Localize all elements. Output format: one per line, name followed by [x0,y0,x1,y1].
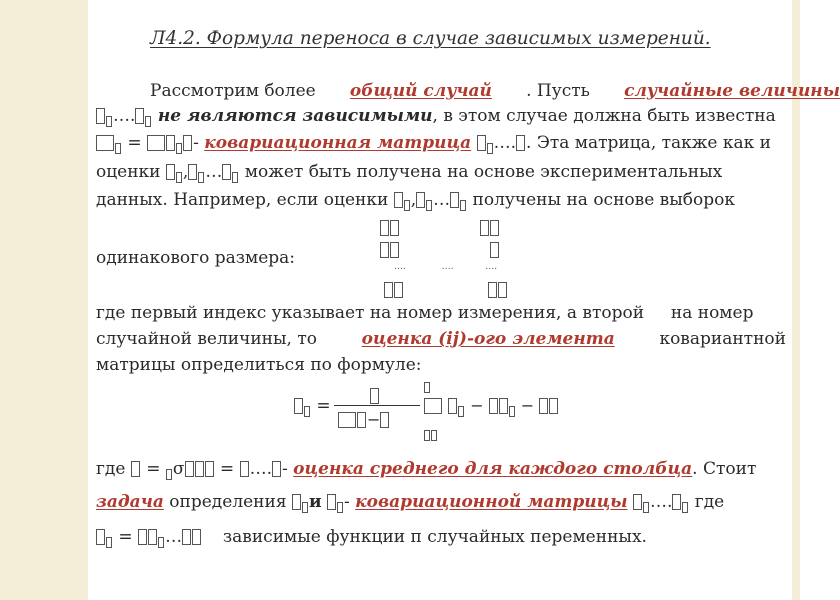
formula-placeholder [424,430,430,441]
text: где [694,492,725,512]
formula-placeholder [488,282,497,298]
formula-placeholder [682,502,688,513]
term-task: задача [96,492,164,512]
formula-placeholder [131,461,140,477]
formula-placeholder [96,135,114,151]
equals-sign: = [316,396,331,416]
term-column-mean: оценка среднего для каждого столбца [293,459,693,479]
fraction-denominator [338,410,390,429]
formula-placeholder [115,143,121,154]
formula-placeholder [183,135,192,151]
sample-matrix-row-1 [380,218,500,237]
formula-placeholder [106,537,112,548]
dots: …. [493,133,517,153]
text-line-12 [96,527,786,548]
dash: - [193,133,199,153]
text-line-11 [96,492,786,513]
equals-sign: = [118,527,133,547]
dots: …. [113,106,136,126]
slide-left-band [0,0,88,600]
minus-sign: − [520,396,535,415]
formula-placeholder [338,412,356,428]
formula-placeholder [390,242,399,258]
term-general-case: общий случай [349,81,492,101]
text: . Стоит [692,459,757,479]
formula-placeholder [643,502,649,513]
formula-placeholder [487,143,493,154]
text: определения [169,492,287,512]
text-line-5 [96,190,786,211]
term-not-dependent: не являются зависимыми [157,106,433,126]
formula-placeholder [424,382,430,393]
formula-placeholder [426,200,432,211]
formula-placeholder [549,398,558,414]
text: получены на основе выборок [472,190,735,210]
ellipsis: … [205,162,223,182]
dots: …. [649,492,673,512]
sample-matrix-dots [394,262,497,272]
formula-placeholder [294,398,303,414]
ellipsis: … [165,527,183,547]
formula-placeholder [460,200,466,211]
formula-placeholder [489,398,498,414]
dots: …. [441,262,454,272]
slide-title: Л4.2. Формула переноса в случае зависимых измерений. [150,28,711,49]
text: может быть получена на основе экспериментальных [244,162,723,182]
formula-placeholder [672,494,681,510]
text: . Эта матрица, также как и [526,133,772,153]
formula-placeholder [222,164,231,180]
minus-sign: − [470,396,484,415]
formula-placeholder [633,494,642,510]
sigma-symbol: σ [172,459,185,479]
formula-placeholder [450,192,459,208]
formula-placeholder [148,529,157,545]
formula-placeholder [404,200,410,211]
formula-placeholder [302,502,308,513]
formula-placeholder [232,172,238,183]
sum-body [424,396,559,417]
formula-placeholder [327,494,336,510]
formula-placeholder [138,529,147,545]
comma: , [182,162,189,182]
text-line-9: матрицы определиться по формуле: [96,355,422,375]
formula-placeholder [240,461,249,477]
text-line-10 [96,459,786,480]
formula-placeholder [147,135,165,151]
text: . Пусть [526,81,590,101]
formula-placeholder [198,172,204,183]
equals-sign: = [219,459,235,479]
formula-placeholder [176,143,182,154]
dash: - [344,492,350,512]
dots: …. [485,262,498,272]
formula-placeholder [272,461,281,477]
formula-placeholder [166,164,175,180]
formula-placeholder [516,135,525,151]
formula-placeholder [195,461,204,477]
term-element-estimate: оценка (ij)-ого элемента [361,329,615,349]
text: Рассмотрим более [150,81,316,101]
comma: , [410,190,417,210]
formula-placeholder [96,529,105,545]
sample-matrix-row-n [384,280,508,299]
dots: …. [394,262,406,272]
formula-placeholder [370,388,379,404]
sum-upper-limit [424,372,431,393]
term-covariance-matrix: ковариационная матрица [204,133,472,153]
text: , в этом случае должна быть известна [432,106,776,126]
formula-placeholder [166,135,175,151]
formula-placeholder [380,220,389,236]
text: где [96,459,126,479]
text-line-8 [96,329,786,349]
dash: - [281,459,288,479]
fraction-bar [334,405,420,406]
formula-placeholder [490,220,499,236]
fraction-numerator [370,386,380,405]
text-line-2 [96,106,786,127]
formula-placeholder [182,529,191,545]
formula-placeholder [416,192,425,208]
formula-placeholder [304,406,310,417]
formula-placeholder [384,282,393,298]
formula-placeholder [205,461,214,477]
ellipsis: … [433,190,451,210]
formula-placeholder [158,537,164,548]
formula-placeholder [477,135,486,151]
text: оценки [96,162,161,182]
text-line-7 [96,303,786,323]
text-line-3 [96,133,786,154]
text: где первый индекс указывает на номер измерения, а второй [96,303,645,323]
formula-placeholder [448,398,457,414]
formula-placeholder [499,398,508,414]
sample-matrix-row-2 [380,240,500,259]
sum-lower-limit [424,420,438,441]
text: на номер [670,303,754,323]
formula-placeholder [188,164,197,180]
formula-placeholder [135,108,144,124]
formula-placeholder [176,172,182,183]
minus-sign: − [367,410,381,429]
formula-placeholder [96,108,105,124]
text: ковариантной [659,329,786,349]
text: случайной величины, то [96,329,317,349]
term-covariance-matrix-2: ковариационной матрицы [355,492,628,512]
formula-placeholder [498,282,507,298]
text: зависимые функции п случайных переменных. [222,527,647,547]
formula-placeholder [380,242,389,258]
formula-placeholder [539,398,548,414]
formula-placeholder [431,430,437,441]
slide [88,0,840,600]
formula-placeholder [380,412,389,428]
formula-placeholder [192,529,201,545]
formula-placeholder [145,116,151,127]
formula-placeholder [166,469,172,480]
text-line-4 [96,162,786,183]
formula-placeholder [490,242,499,258]
text-line-1 [150,81,840,101]
equals-sign: = [146,459,161,479]
text: данных. Например, если оценки [96,190,389,210]
formula-placeholder [292,494,301,510]
conjunction: и [308,492,322,512]
term-random-variables: случайные величины [624,81,840,101]
summation-placeholder [424,398,442,414]
formula-placeholder [390,220,399,236]
covariance-formula [294,396,331,417]
formula-placeholder [185,461,194,477]
formula-placeholder [394,192,403,208]
formula-placeholder [394,282,403,298]
text-line-6: одинакового размера: [96,248,296,268]
formula-placeholder [357,412,366,428]
equals-sign: = [127,133,142,153]
formula-placeholder [480,220,489,236]
formula-placeholder [458,406,464,417]
formula-placeholder [337,502,343,513]
formula-placeholder [106,116,112,127]
formula-placeholder [509,406,515,417]
dots: …. [249,459,272,479]
